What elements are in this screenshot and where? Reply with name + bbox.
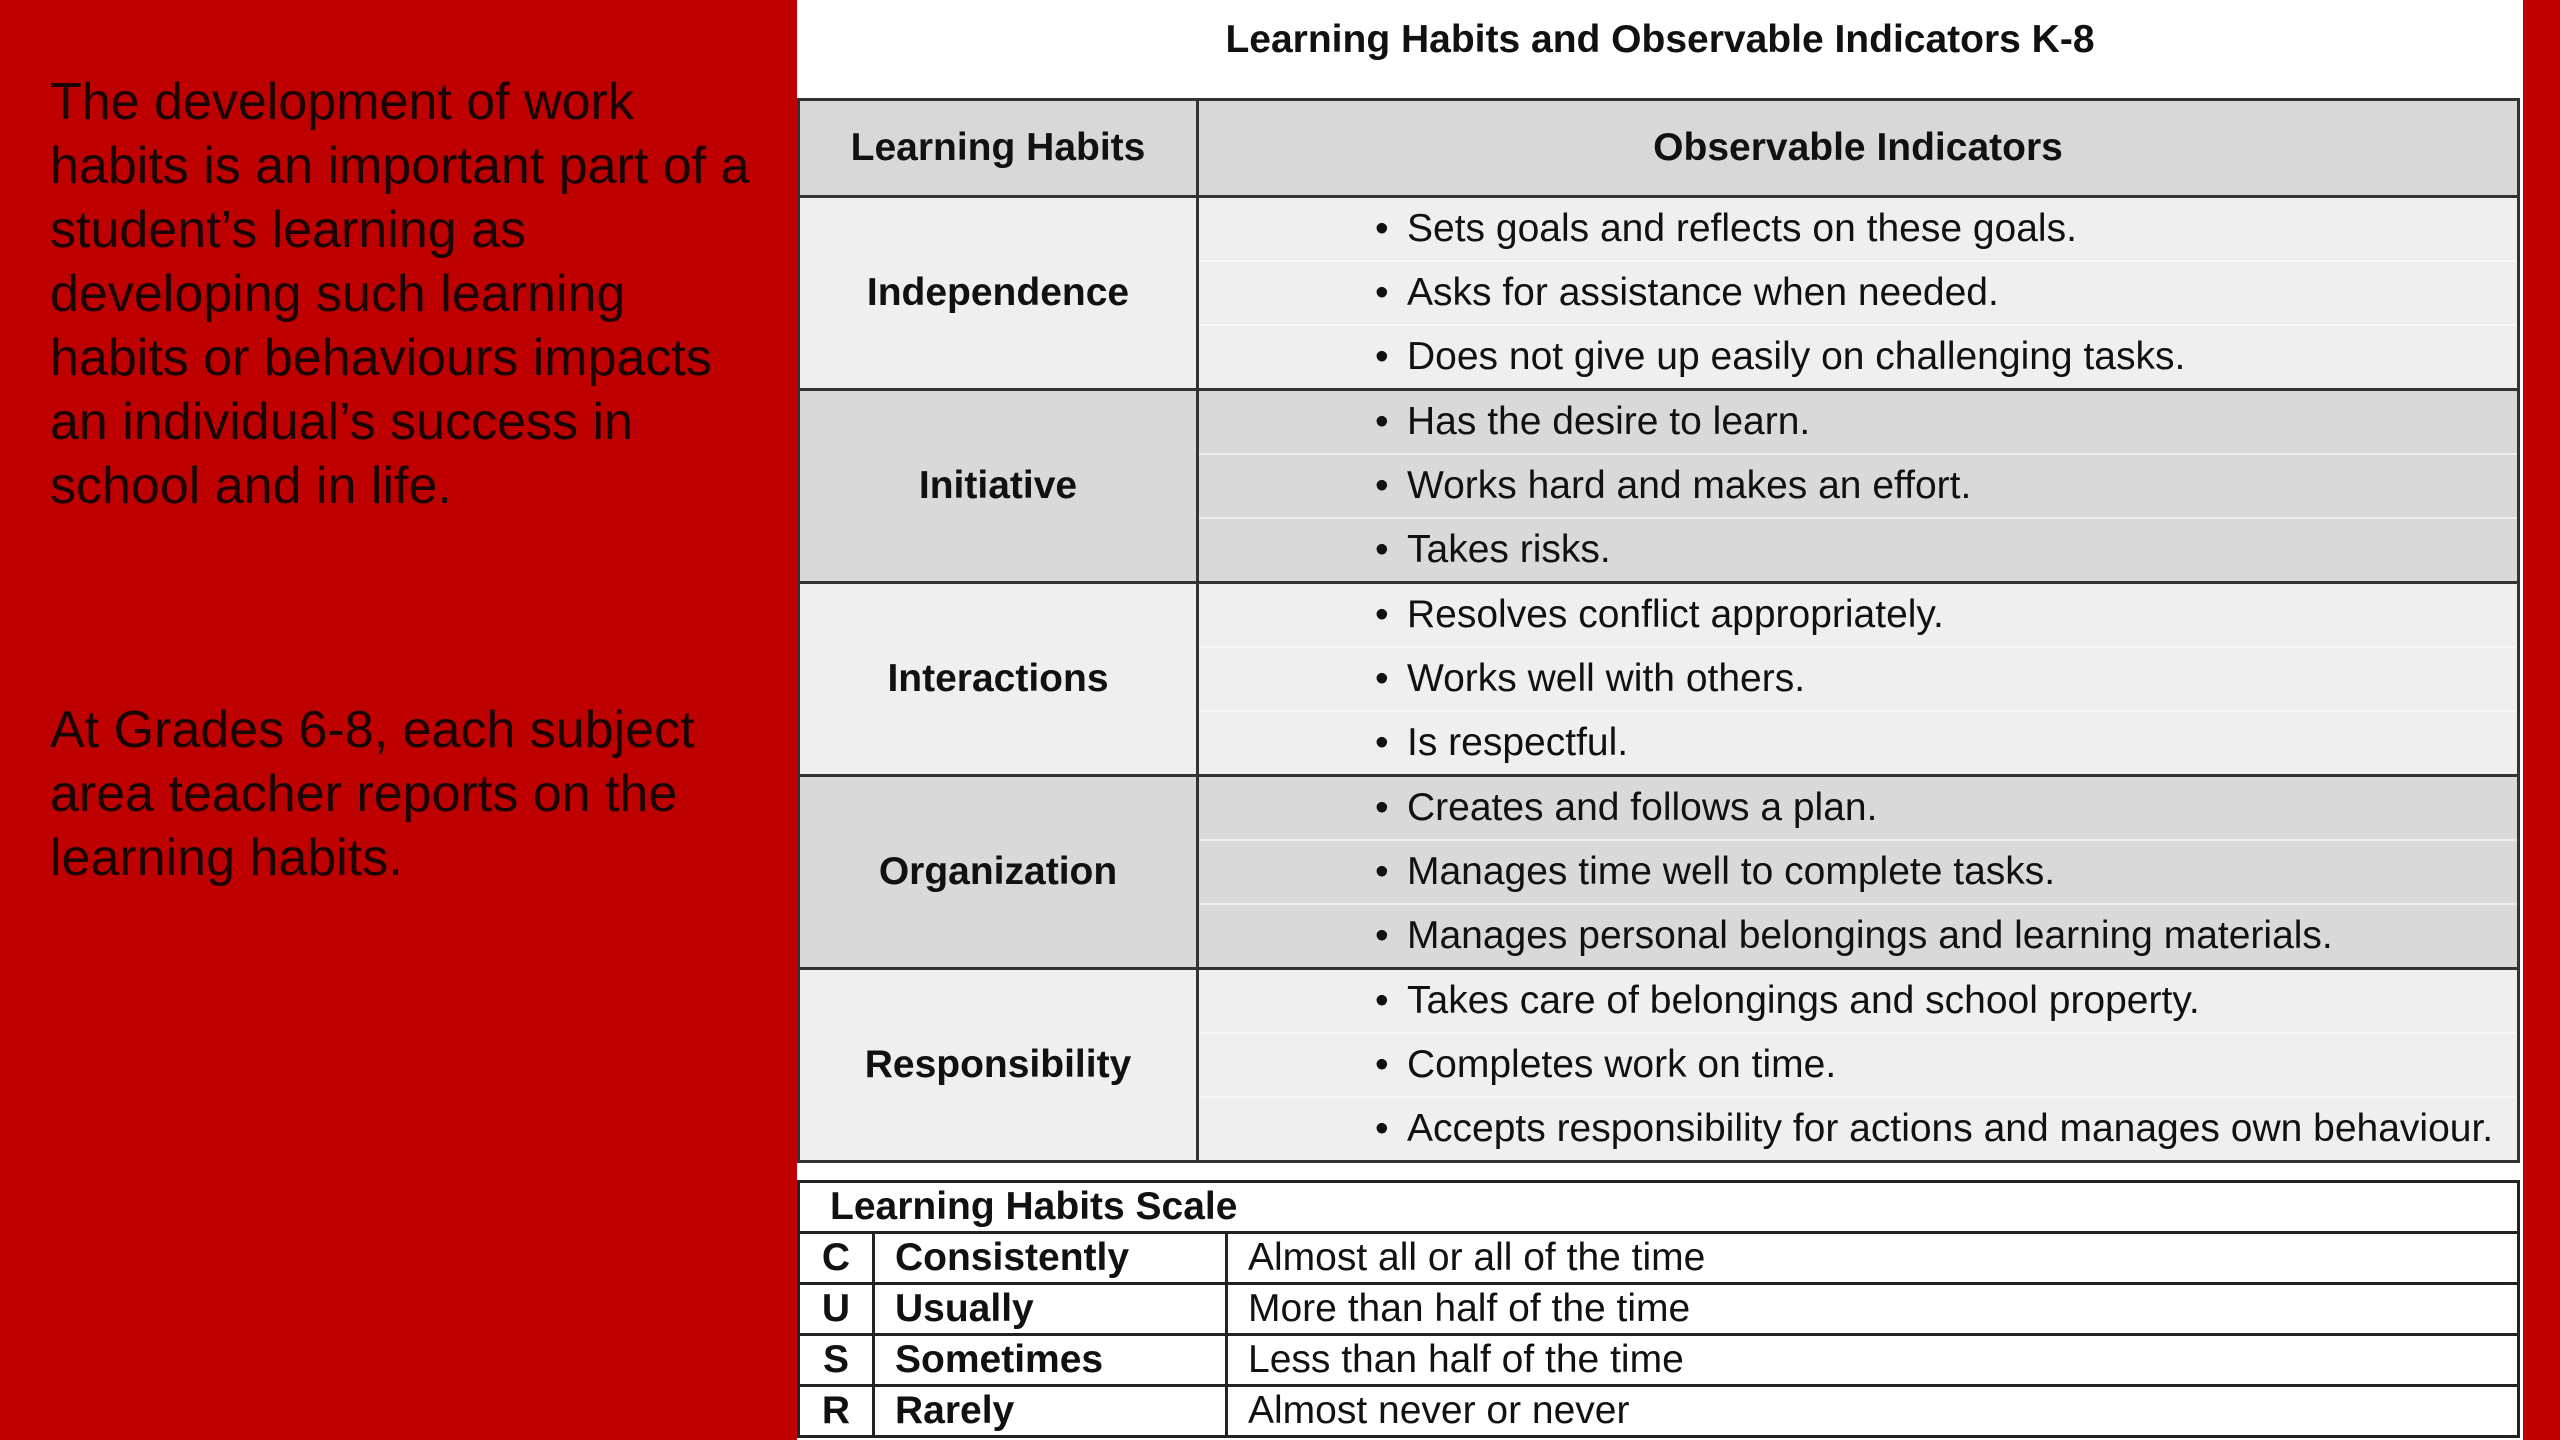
indicator-item: • Accepts responsibility for actions and manages own behaviour.	[1199, 1096, 2517, 1160]
habit-row	[799, 583, 2519, 776]
scale-code: U	[799, 1284, 874, 1335]
scale-level: Usually	[874, 1284, 1227, 1335]
indicator-item: • Resolves conflict appropriately.	[1199, 584, 2517, 646]
scale-description: Almost never or never	[1227, 1386, 2519, 1437]
scale-code: S	[799, 1335, 874, 1386]
habits-header-row	[799, 100, 2519, 197]
indicator-cell	[1198, 969, 2519, 1162]
header-observable-indicators: Observable Indicators	[1198, 100, 2519, 197]
intro-paragraph: The development of work habits is an important part of a student’s learning as developing such learning habits or behaviours impacts an individual’s success in school and in life.	[50, 73, 750, 515]
indicator-item: • Works hard and makes an effort.	[1199, 453, 2517, 517]
scale-description: Almost all or all of the time	[1227, 1233, 2519, 1284]
grades-paragraph: At Grades 6-8, each subject area teacher reports on the learning habits.	[50, 701, 695, 887]
indicator-item: • Is respectful.	[1199, 710, 2517, 774]
indicator-item: • Sets goals and reflects on these goals.	[1199, 198, 2517, 260]
scale-code: C	[799, 1233, 874, 1284]
scale-title-row	[799, 1182, 2519, 1233]
document-panel	[797, 0, 2523, 1440]
indicator-item: • Creates and follows a plan.	[1199, 777, 2517, 839]
habit-name: Initiative	[799, 390, 1198, 583]
habit-row	[799, 969, 2519, 1162]
scale-description: More than half of the time	[1227, 1284, 2519, 1335]
header-learning-habits: Learning Habits	[799, 100, 1198, 197]
scale-description: Less than half of the time	[1227, 1335, 2519, 1386]
scale-level: Consistently	[874, 1233, 1227, 1284]
scale-level: Rarely	[874, 1386, 1227, 1437]
scale-title: Learning Habits Scale	[799, 1182, 2519, 1233]
habit-name: Responsibility	[799, 969, 1198, 1162]
indicator-item: • Manages personal belongings and learning materials.	[1199, 903, 2517, 967]
scale-row	[799, 1284, 2519, 1335]
indicator-cell	[1198, 197, 2519, 390]
indicator-cell	[1198, 583, 2519, 776]
indicator-item: • Manages time well to complete tasks.	[1199, 839, 2517, 903]
habit-row	[799, 776, 2519, 969]
scale-row	[799, 1233, 2519, 1284]
habit-name: Organization	[799, 776, 1198, 969]
indicator-item: • Has the desire to learn.	[1199, 391, 2517, 453]
indicator-item: • Takes risks.	[1199, 517, 2517, 581]
indicator-cell	[1198, 776, 2519, 969]
indicator-item: • Takes care of belongings and school property.	[1199, 970, 2517, 1032]
habits-scale-table	[797, 1180, 2520, 1438]
habit-name: Interactions	[799, 583, 1198, 776]
indicator-cell	[1198, 390, 2519, 583]
scale-row	[799, 1335, 2519, 1386]
habit-row	[799, 197, 2519, 390]
indicator-item: • Completes work on time.	[1199, 1032, 2517, 1096]
habit-row	[799, 390, 2519, 583]
indicator-item: • Works well with others.	[1199, 646, 2517, 710]
scale-level: Sometimes	[874, 1335, 1227, 1386]
document-title: Learning Habits and Observable Indicators K-8	[1225, 18, 2095, 61]
habits-table	[797, 98, 2520, 1163]
scale-row	[799, 1386, 2519, 1437]
indicator-item: • Does not give up easily on challenging tasks.	[1199, 324, 2517, 388]
indicator-item: • Asks for assistance when needed.	[1199, 260, 2517, 324]
scale-code: R	[799, 1386, 874, 1437]
habit-name: Independence	[799, 197, 1198, 390]
